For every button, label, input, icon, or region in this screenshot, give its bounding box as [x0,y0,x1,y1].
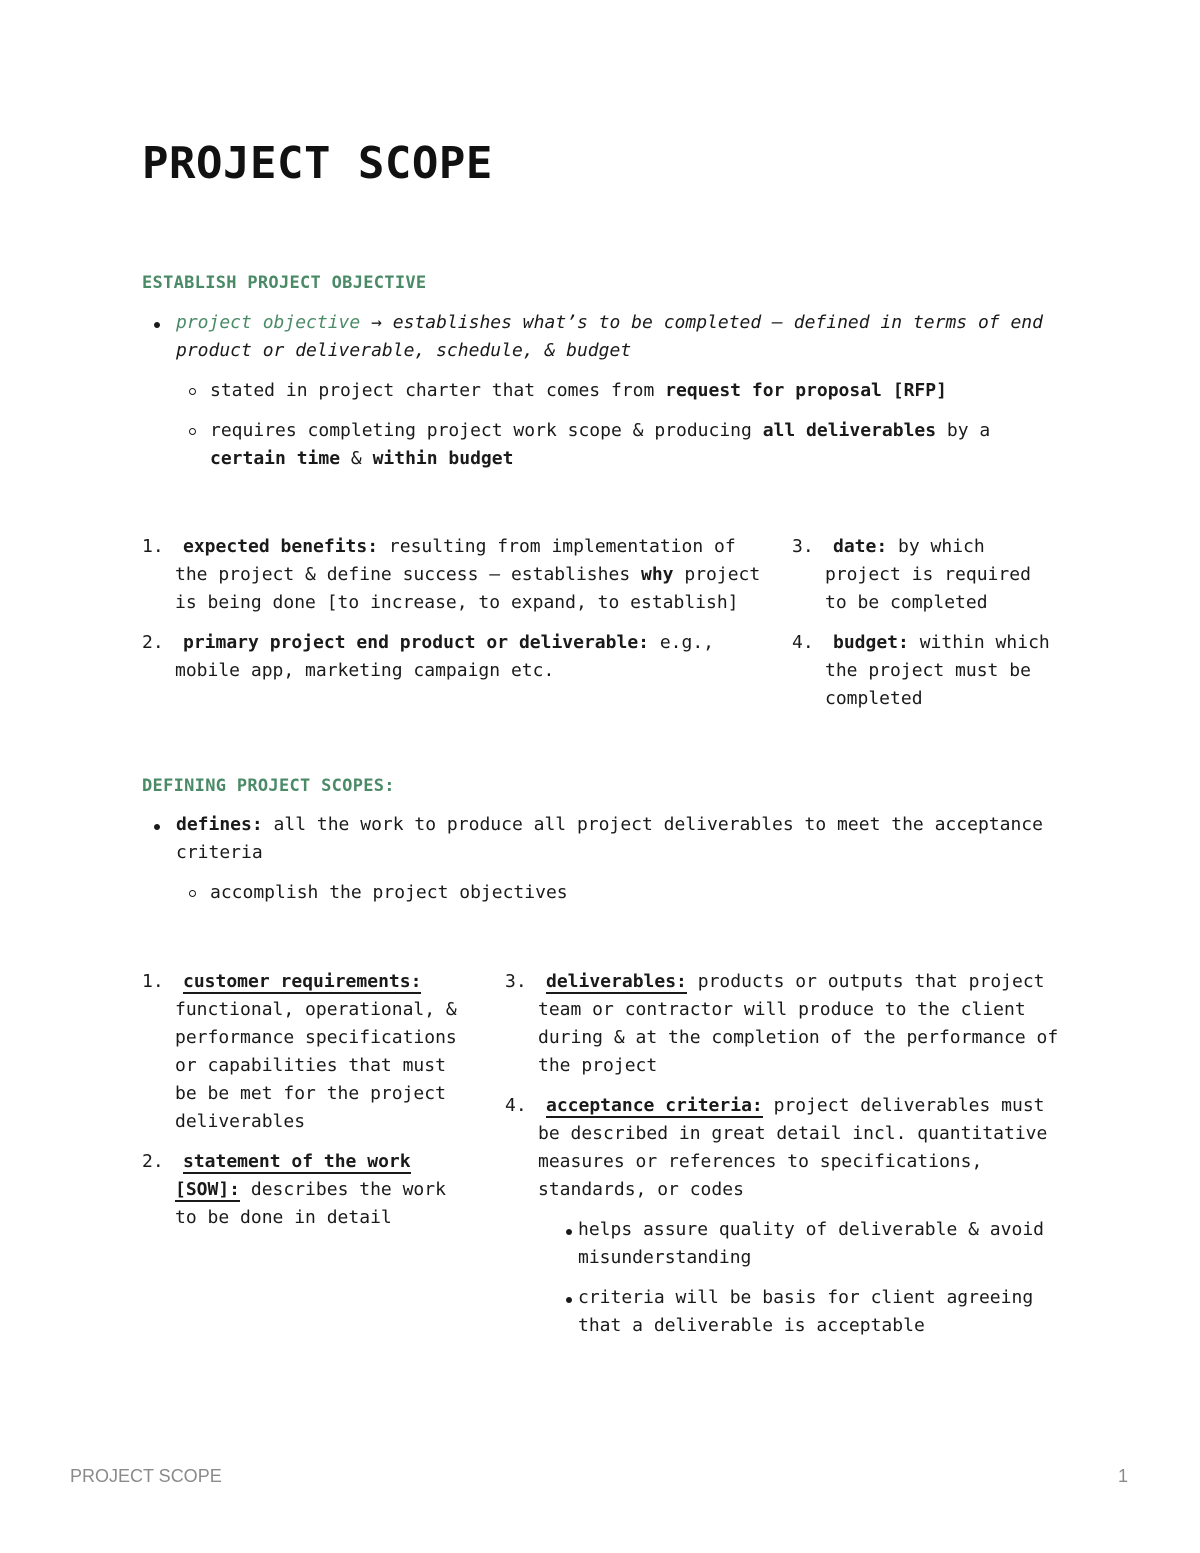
objective-term: project objective [176,312,361,333]
page-number: 1 [1118,1466,1129,1486]
scope-numbered-right [505,968,1075,1352]
objective-description: establishes what’s to be completed — defined in terms of end product or deliverable, schedule, & budget [176,312,1043,361]
item-text: resulting from implementation of the project & define success — establishes [175,536,736,585]
sub-bold: all deliverables [762,420,937,441]
numbered-item [505,968,1075,1080]
item-number: 4. [792,632,814,653]
sub-text: stated in project charter that comes from [210,380,666,401]
item-text: e.g., mobile app, marketing campaign etc. [175,632,715,681]
numbered-item [505,1092,1075,1340]
footer-title: PROJECT SCOPE [70,1466,222,1486]
item-term: deliverables: [546,971,687,992]
item-term: primary project end product or deliverable: [183,632,649,653]
numbered-item [792,629,1062,713]
numbered-item [142,629,768,685]
item-text: project deliverables must be described in great detail incl. quantitative measures or references to specifications, standards, or codes [538,1095,1048,1200]
item-number: 2. [142,632,164,653]
sub-text: by a [936,420,991,441]
scope-numbered-left [142,968,472,1244]
sub-bold: certain time [210,448,341,469]
list-item: criteria will be basis for client agreeing that a deliverable is acceptable [546,1284,1075,1340]
numbered-item [142,968,472,1136]
section-heading-scopes: DEFINING PROJECT SCOPES: [142,776,395,796]
item-number: 3. [505,971,527,992]
scope-bullets [142,811,1062,919]
numbered-item [142,533,768,617]
item-term: statement of the work [183,1151,411,1172]
objective-bullets [142,309,1062,485]
item-number: 4. [505,1095,527,1116]
item-term: acceptance criteria: [546,1095,763,1116]
sub-bold: within budget [372,448,514,469]
page-title: PROJECT SCOPE [142,138,493,189]
item-bold: why [641,564,674,585]
section-heading-objective: ESTABLISH PROJECT OBJECTIVE [142,273,427,293]
item-term: date: [833,536,888,557]
item-term: defines: [176,814,263,835]
item-text: within which the project must be completed [825,632,1050,709]
item-text: describes the work to be done in detail [175,1179,446,1228]
item-text: by which project is required to be completed [825,536,1031,613]
list-item: accomplish the project objectives [176,879,1062,907]
sub-text: & [340,448,373,469]
sub-bold: request for proposal [RFP] [665,380,947,401]
list-item: helps assure quality of deliverable & avoid misunderstanding [546,1216,1075,1272]
item-text: functional, operational, & performance specifications or capabilities that must be be met for the project deliverables [175,999,457,1132]
item-number: 1. [142,971,164,992]
objective-numbered-left [142,533,768,697]
objective-definition [176,312,1043,361]
item-term: budget: [833,632,909,653]
objective-numbered-right [792,533,1062,725]
list-item [142,309,1062,473]
item-number: 3. [792,536,814,557]
sub-text: requires completing project work scope & producing [210,420,763,441]
item-text: products or outputs that project team or contractor will produce to the client during & at the completion of the performance of the project [538,971,1059,1076]
list-item [142,811,1062,907]
numbered-item [792,533,1062,617]
item-term: expected benefits: [183,536,379,557]
list-item [176,417,1062,473]
item-number: 1. [142,536,164,557]
item-number: 2. [142,1151,164,1172]
arrow-icon: → [371,312,382,333]
item-term: [SOW]: [175,1179,241,1200]
item-text: project is being done [to increase, to expand, to establish] [175,564,761,613]
list-item [176,377,1062,405]
item-term: customer requirements: [183,971,422,992]
item-text: all the work to produce all project deliverables to meet the acceptance criteria [176,814,1043,863]
numbered-item [142,1148,472,1232]
